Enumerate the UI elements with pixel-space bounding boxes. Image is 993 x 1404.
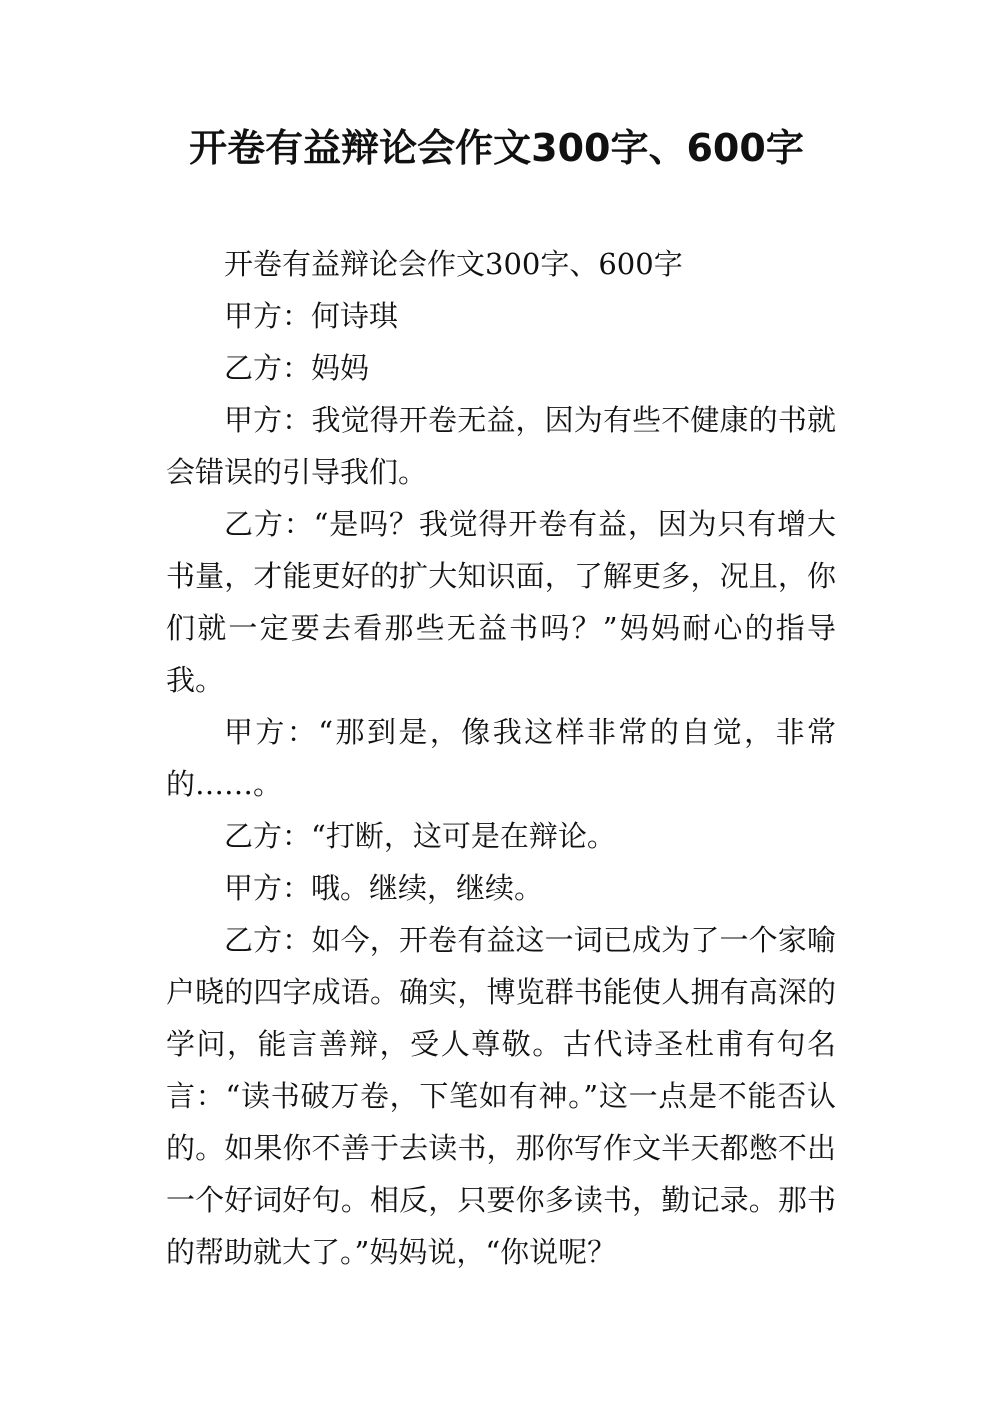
paragraph-party-a: 甲方：何诗琪 — [224, 299, 399, 333]
paragraph: 乙方：“是吗？我觉得开卷有益，因为只有增大书量，才能更好的扩大知识面，了解更多，况且，你们就一定要去看那些无益书吗？”妈妈耐心的指导我。 — [166, 507, 836, 697]
paragraph: 乙方：“打断，这可是在辩论。 — [224, 819, 616, 853]
paragraph: 甲方：哦。继续，继续。 — [224, 871, 544, 905]
paragraph: 乙方：如今，开卷有益这一词已成为了一个家喻户晓的四字成语。确实，博览群书能使人拥有高深的学问，能言善辩，受人尊敬。古代诗圣杜甫有句名言：“读书破万卷，下笔如有神。”这一点是不能否认的。如果你不善于去读书，那你写作文半天都憋不出一个好词好句。相反，只要你多读书，勤记录。那书的帮助就大了。”妈妈说，“你说呢？ — [166, 923, 836, 1269]
document-title: 开卷有益辩论会作文300字、600字 — [189, 126, 804, 170]
paragraph-party-b: 乙方：妈妈 — [224, 351, 370, 385]
paragraph: 甲方：我觉得开卷无益，因为有些不健康的书就会错误的引导我们。 — [166, 403, 836, 489]
paragraph-subtitle: 开卷有益辩论会作文300字、600字 — [224, 247, 683, 281]
paragraph: 甲方：“那到是，像我这样非常的自觉，非常的……。 — [166, 715, 836, 801]
document-body — [166, 238, 836, 1278]
